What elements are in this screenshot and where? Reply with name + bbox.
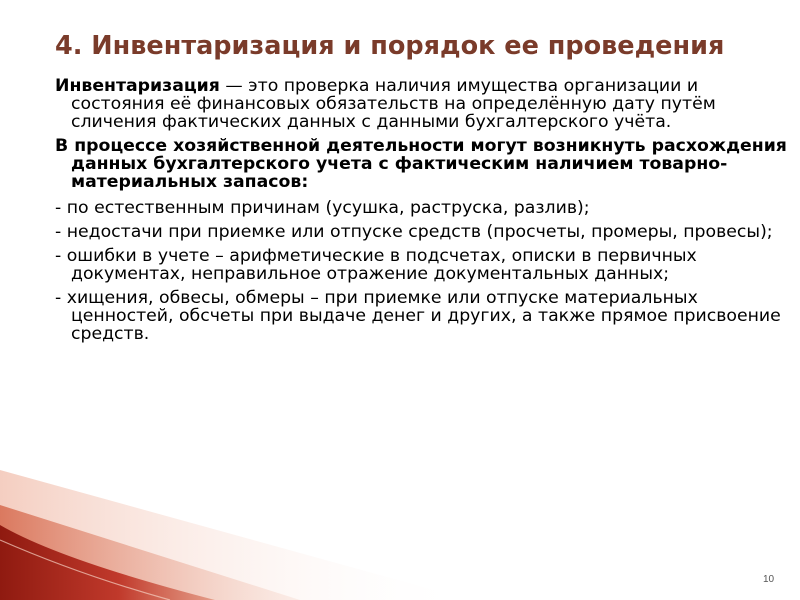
list-item-theft: - хищения, обвесы, обмеры – при приемке или отпуске материальных ценностей, обсчеты при выдаче денег и других, а также прямое присвоение средств. <box>55 288 781 344</box>
list-item-accounting-errors: - ошибки в учете – арифметические в подсчетах, описки в первичных документах, неправильное отражение документальных данных; <box>55 246 697 284</box>
decor-band-light <box>0 505 300 600</box>
definition-term: Инвентаризация <box>55 76 220 96</box>
list-item-shortages: - недостачи при приемке или отпуске средств (просчеты, промеры, провесы); <box>55 222 773 242</box>
slide-title: 4. Инвентаризация и порядок ее проведения <box>55 31 725 61</box>
list-item-natural-causes: - по естественным причинам (усушка, раструска, разлив); <box>55 198 590 218</box>
intro-paragraph: В процессе хозяйственной деятельности могут возникнуть расхождения данных бухгалтерского учета с фактическим наличием товарно-материальных запасов: <box>55 136 787 192</box>
slide-body <box>55 77 793 349</box>
decor-band-dark <box>0 525 215 600</box>
decor-band-pale <box>0 470 470 600</box>
definition-paragraph <box>55 77 793 131</box>
definition-text: — это проверка наличия имущества организации и состояния её финансовых обязательств на определённую дату путём сличения фактических данных с данными бухгалтерского учёта. <box>71 76 716 132</box>
decor-stripe <box>0 540 170 600</box>
page-number: 10 <box>763 574 775 585</box>
